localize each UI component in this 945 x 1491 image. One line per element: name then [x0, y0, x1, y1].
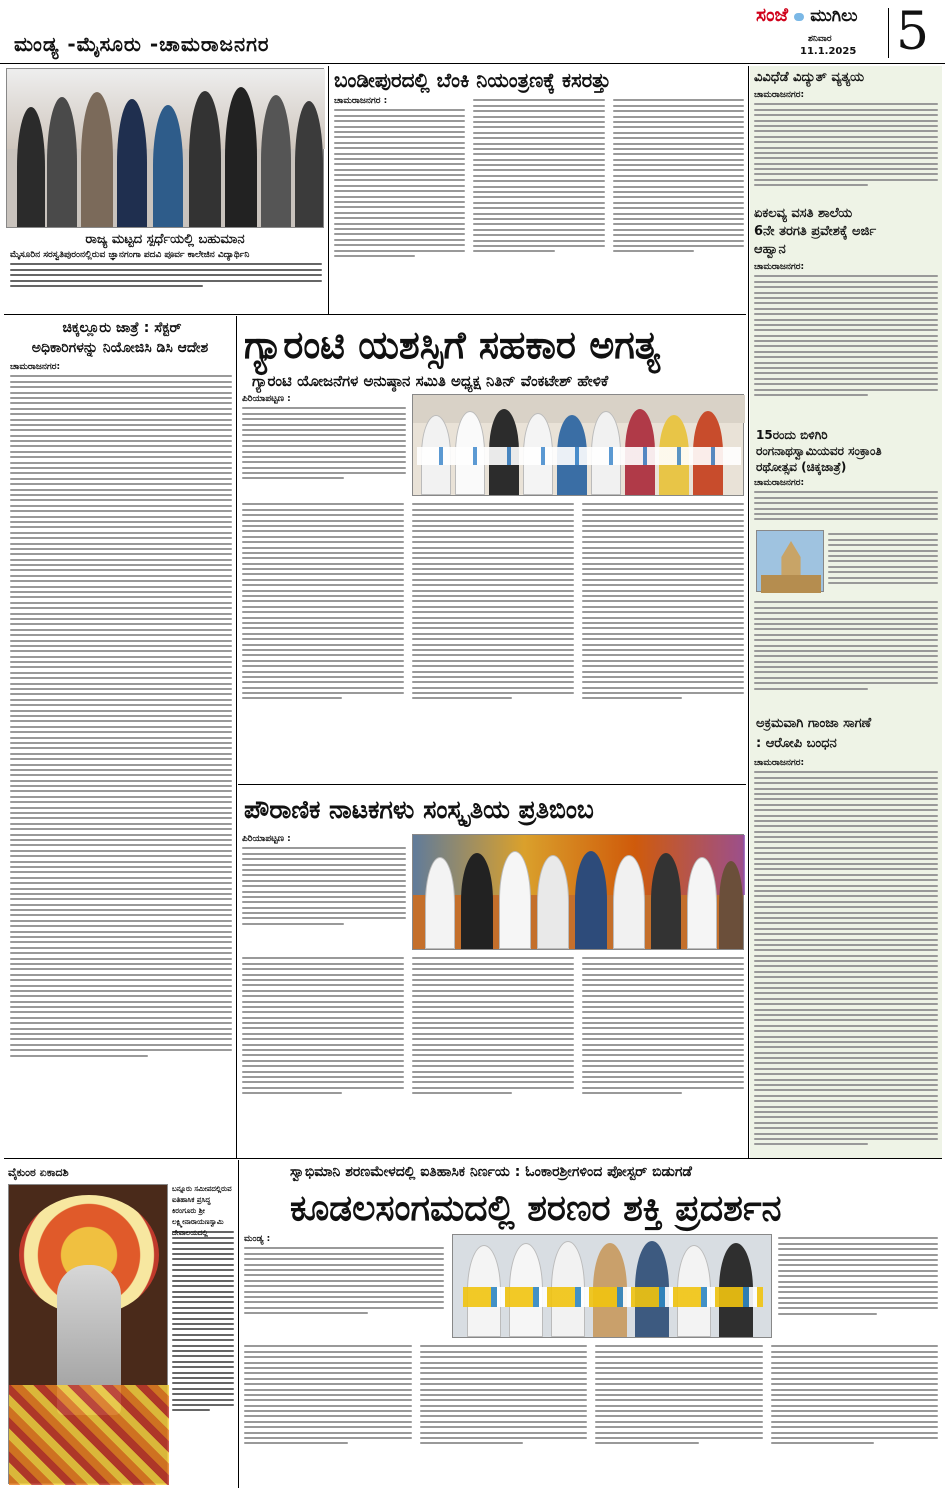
page-number: 5 — [896, 2, 930, 62]
power-headline: ವಿವಿಧೆಡೆ ವಿದ್ಯುತ್ ವ್ಯತ್ಯಯ — [754, 70, 865, 85]
sankranti-body-wrap — [828, 530, 938, 594]
pauranika-photo — [412, 834, 744, 950]
guarantee-subheadline: ಗ್ಯಾರಂಟಿ ಯೋಜನೆಗಳ ಅನುಷ್ಠಾನ ಸಮಿತಿ ಅಧ್ಯಕ್ಷ ನಿತಿನ್ ವೆಂಕಟೇಶ್ ಹೇಳಿಕೆ — [252, 372, 609, 390]
vaikuntha-title: ವೈಕುಂಠ ಏಕಾದಶಿ — [8, 1166, 69, 1179]
award-article-body — [10, 250, 322, 310]
ekalavya-headline-1: ಏಕಲವ್ಯ ವಸತಿ ಶಾಲೆಯ — [754, 206, 853, 221]
ganja-body — [754, 758, 938, 1154]
person-figure — [117, 99, 147, 227]
deity-photo — [8, 1184, 168, 1484]
koodalasangama-body — [244, 1342, 938, 1486]
sankranti-headline-1: 15ರಂದು ಬಿಳಿಗಿರಿ — [756, 428, 828, 442]
person-figure — [499, 851, 531, 949]
person-figure — [613, 855, 645, 949]
ekalavya-dateline: ಚಾಮರಾಜನಗರ: — [754, 262, 805, 272]
power-body — [754, 90, 938, 202]
column-rule — [236, 316, 237, 1158]
ganja-dateline: ಚಾಮರಾಜನಗರ: — [754, 758, 805, 768]
koodalasangama-headline: ಕೂಡಲಸಂಗಮದಲ್ಲಿ ಶರಣರ ಶಕ್ತಿ ಪ್ರದರ್ಶನ — [290, 1188, 782, 1229]
bandipura-dateline: ಚಾಮರಾಜನಗರ : — [334, 96, 388, 106]
flower-decoration — [9, 1385, 169, 1485]
cloud-icon — [794, 13, 804, 21]
sankranti-body-cont — [754, 598, 938, 710]
ekalavya-body — [754, 262, 938, 422]
person-figure — [687, 857, 717, 949]
temple-photo — [756, 530, 824, 592]
pauranika-body — [242, 954, 744, 1154]
koodalasangama-kicker: ಸ್ವಾಭಿಮಾನಿ ಶರಣಮೇಳದಲ್ಲಿ ಐತಿಹಾಸಿಕ ನಿರ್ಣಯ : ಓಂಕಾರಶ್ರೀಗಳಿಂದ ಪೋಸ್ಟರ್ ಬಿಡುಗಡೆ — [290, 1164, 692, 1180]
section-rule — [4, 314, 746, 315]
ganja-headline-1: ಅಕ್ರಮವಾಗಿ ಗಾಂಜಾ ಸಾಗಣೆ — [756, 716, 872, 731]
masthead — [0, 0, 945, 64]
held-poster — [463, 1287, 763, 1307]
pauranika-body-left — [242, 834, 406, 944]
person-figure — [225, 87, 257, 227]
ekalavya-headline-2: 6ನೇ ತರಗತಿ ಪ್ರವೇಶಕ್ಕೆ ಅರ್ಜಿ — [754, 224, 877, 239]
pauranika-headline: ಪೌರಾಣಿಕ ನಾಟಕಗಳು ಸಂಸ್ಕೃತಿಯ ಪ್ರತಿಬಿಂಬ — [244, 795, 594, 824]
person-figure — [575, 851, 607, 949]
person-figure — [719, 861, 743, 949]
person-figure — [17, 107, 45, 227]
guarantee-photo — [412, 394, 744, 496]
person-figure — [461, 853, 493, 949]
person-figure — [295, 101, 323, 227]
person-figure — [651, 853, 681, 949]
column-rule — [238, 1160, 239, 1488]
koodalasangama-body-right — [778, 1234, 938, 1334]
person-figure — [81, 92, 113, 227]
power-dateline: ಚಾಮರಾಜನಗರ: — [754, 90, 805, 100]
koodalasangama-body-left — [244, 1234, 444, 1334]
vaikuntha-body — [172, 1184, 234, 1484]
poster-release-photo — [452, 1234, 772, 1338]
pauranika-dateline: ಪಿರಿಯಾಪಟ್ಟಣ : — [242, 834, 291, 844]
guarantee-body-left — [242, 394, 406, 494]
ganja-headline-2: : ಆರೋಪಿ ಬಂಧನ — [756, 736, 837, 751]
chikkalluru-headline-2: ಅಧಿಕಾರಿಗಳನ್ನು ನಿಯೋಜಿಸಿ ಡಿಸಿ ಆದೇಶ — [31, 340, 209, 356]
guarantee-headline: ಗ್ಯಾರಂಟಿ ಯಶಸ್ಸಿಗೆ ಸಹಕಾರ ಅಗತ್ಯ — [244, 323, 661, 367]
guarantee-dateline: ಪಿರಿಯಾಪಟ್ಟಣ : — [242, 394, 291, 404]
logo-black-word: ಮುಗಿಲು — [810, 6, 858, 26]
award-photo — [6, 68, 324, 228]
chikkalluru-dateline: ಚಾಮರಾಜನಗರ: — [10, 362, 61, 372]
temple-base — [761, 575, 821, 593]
brand-logo — [756, 4, 886, 34]
person-figure — [537, 855, 569, 949]
koodalasangama-dateline: ಮಂಡ್ಯ : — [244, 1234, 271, 1244]
column-rule — [328, 66, 329, 314]
person-figure — [47, 97, 77, 227]
issue-day: ಶನಿವಾರ — [808, 34, 832, 44]
sankranti-headline-3: ರಥೋತ್ಸವ (ಚಿಕ್ಕಜಾತ್ರೆ) — [756, 460, 847, 474]
masthead-divider — [888, 8, 889, 58]
award-photo-caption: ರಾಜ್ಯ ಮಟ್ಟದ ಸ್ಪರ್ಧೆಯಲ್ಲಿ ಬಹುಮಾನ — [85, 232, 245, 247]
bandipura-body — [334, 96, 744, 310]
guarantee-body — [242, 500, 744, 778]
chikkalluru-headline-1: ಚಿಕ್ಕಲ್ಲೂರು ಜಾತ್ರೆ : ಸೆಕ್ಟರ್ — [62, 320, 182, 336]
vaikuntha-lead: ಬನ್ನೂರು ಸಮೀಪದಲ್ಲಿರುವ ಐತಿಹಾಸಿಕ ಪ್ರಸಿದ್ಧ ಕಿರಂಗೂರು ಶ್ರೀ ಲಕ್ಷ್ಮೀನಾರಾಯಣಸ್ವಾಮಿ ದೇವಾಲಯದಲ್ಲಿ — [172, 1185, 232, 1237]
section-rule — [4, 1158, 942, 1159]
award-article-lead: ಮೈಸೂರಿನ ಸರಸ್ವತಿಪುರಂನಲ್ಲಿರುವ ಜ್ಞಾನಗಂಗಾ ಪದವಿ ಪೂರ್ವ ಕಾಲೇಜಿನ ವಿದ್ಯಾರ್ಥಿನಿ — [10, 250, 250, 260]
masthead-rule — [0, 63, 945, 64]
column-rule — [748, 66, 749, 1158]
person-figure — [153, 105, 183, 227]
person-figure — [425, 857, 455, 949]
sankranti-headline-2: ರಂಗನಾಥಸ್ವಾಮಿಯವರ ಸಂಕ್ರಾಂತಿ — [756, 444, 882, 458]
ekalavya-headline-3: ಆಹ್ವಾನ — [754, 242, 786, 257]
sankranti-dateline: ಚಾಮರಾಜನಗರ: — [754, 478, 805, 488]
logo-red-word: ಸಂಜೆ — [756, 4, 789, 26]
person-figure — [189, 91, 221, 227]
section-rule — [238, 784, 746, 785]
bandipura-headline: ಬಂಡೀಪುರದಲ್ಲಿ ಬೆಂಕಿ ನಿಯಂತ್ರಣಕ್ಕೆ ಕಸರತ್ತು — [334, 68, 611, 92]
issue-date: 11.1.2025 — [800, 46, 857, 57]
person-figure — [261, 95, 291, 227]
held-posters — [417, 447, 741, 465]
chikkalluru-body — [10, 362, 232, 1158]
section-title: ಮಂಡ್ಯ -ಮೈಸೂರು -ಚಾಮರಾಜನಗರ — [14, 32, 270, 56]
